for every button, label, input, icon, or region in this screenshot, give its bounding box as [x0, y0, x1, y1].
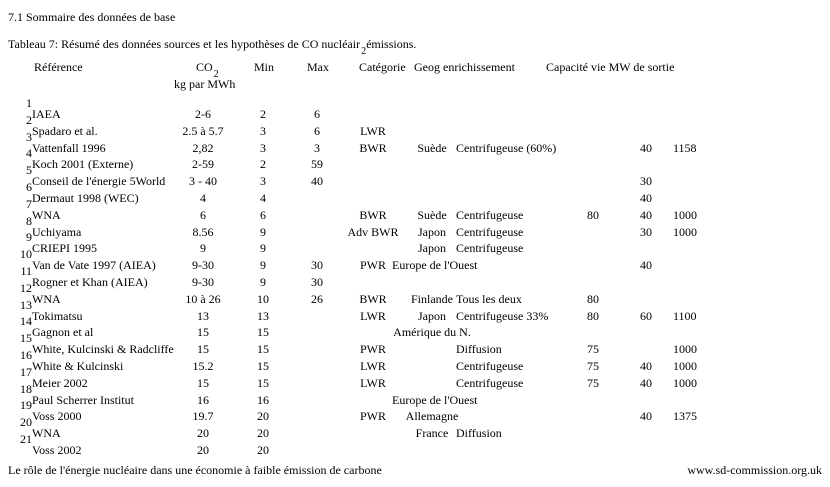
row-geog: Japon: [418, 241, 446, 256]
row-co2: 15: [197, 342, 209, 357]
row-min: 16: [257, 392, 269, 407]
row-geog: Amérique du N.: [393, 325, 471, 340]
row-reference: Van de Vate 1997 (AIEA): [32, 258, 156, 273]
row-min: 20: [257, 443, 269, 457]
row-co2: 3 - 40: [189, 174, 217, 189]
row-enrichissement: Centrifugeuse: [456, 207, 524, 222]
row-co2: 6: [200, 207, 206, 222]
caption-subscript: 2: [361, 46, 367, 57]
row-co2: 4: [200, 191, 206, 205]
row-mw: 1000: [673, 207, 697, 222]
row-reference: Voss 2002: [32, 443, 82, 457]
row-vie: 40: [640, 207, 652, 222]
row-categorie: PWR: [359, 409, 386, 424]
row-reference: Gagnon et al: [32, 325, 94, 340]
row-vie: 40: [640, 258, 652, 273]
row-number: 5: [26, 163, 32, 178]
row-number: 11: [20, 264, 32, 278]
row-reference: WNA: [32, 291, 61, 306]
row-min: 3: [260, 123, 266, 138]
row-vie: 40: [640, 409, 652, 424]
row-categorie: PWR: [359, 258, 386, 273]
caption-text-after: émissions.: [366, 37, 417, 51]
row-number: 4: [26, 146, 32, 161]
row-max: 3: [314, 140, 320, 155]
row-reference: Dermaut 1998 (WEC): [32, 191, 139, 205]
row-co2: 15: [197, 325, 209, 340]
row-categorie: LWR: [360, 359, 386, 373]
row-enrichissement: Diffusion: [456, 426, 502, 441]
table-row: [0, 127, 830, 155]
caption-text-before: Tableau 7: Résumé des données sources et les hypothèses de CO nucléair: [8, 37, 361, 51]
row-number: 16: [20, 348, 32, 362]
row-vie: 30: [640, 174, 652, 189]
row-vie: 40: [640, 375, 652, 390]
row-reference: White & Kulcinski: [32, 359, 124, 373]
row-number: 2: [26, 112, 32, 127]
row-min: 15: [257, 325, 269, 340]
header-capacite: Capacité vie MW de sortie: [546, 60, 675, 74]
row-co2: 2-59: [192, 157, 214, 172]
row-number: 6: [26, 180, 32, 194]
footer-title: Le rôle de l'énergie nucléaire dans une économie à faible émission de carbone: [8, 463, 382, 477]
row-min: 6: [260, 207, 266, 222]
row-geog: Europe de l'Ouest: [392, 258, 478, 273]
row-categorie: BWR: [359, 291, 387, 306]
row-min: 20: [257, 409, 269, 424]
row-co2: 20: [197, 426, 209, 441]
row-co2: 8.56: [192, 224, 214, 239]
row-min: 2: [260, 107, 266, 121]
row-number: 15: [20, 331, 32, 346]
table-row: [0, 177, 830, 205]
row-co2: 13: [197, 308, 209, 323]
row-number: 14: [20, 314, 32, 329]
row-reference: WNA: [32, 426, 61, 441]
row-min: 13: [257, 308, 269, 323]
row-categorie: BWR: [359, 140, 387, 155]
row-enrichissement: Centrifugeuse (60%): [456, 140, 557, 155]
header-co2-label: CO: [196, 60, 213, 74]
row-reference: WNA: [32, 207, 61, 222]
row-reference: Rogner et Khan (AIEA): [32, 275, 148, 289]
row-categorie: PWR: [359, 342, 386, 357]
row-min: 20: [257, 426, 269, 441]
row-reference: Voss 2000: [32, 409, 82, 424]
row-capacite: 75: [587, 342, 599, 357]
row-mw: 1000: [673, 375, 697, 390]
row-max: 6: [314, 123, 320, 138]
section-title: 7.1 Sommaire des données de base: [8, 10, 176, 24]
row-max: 26: [311, 291, 323, 306]
row-enrichissement: Centrifugeuse: [456, 359, 524, 373]
row-geog: Allemagne: [405, 409, 459, 424]
table-row: [0, 308, 830, 340]
row-number: 21: [20, 432, 32, 446]
row-min: 15: [257, 342, 269, 357]
row-reference: Paul Scherrer Institut: [32, 392, 134, 407]
row-min: 3: [260, 174, 266, 189]
table-row: [0, 429, 830, 457]
row-geog: Japon: [418, 224, 446, 239]
row-geog: Suède: [417, 207, 447, 222]
header-co2-units: kg par MWh: [174, 77, 236, 91]
table-row: [0, 194, 830, 222]
row-co2: 9-30: [192, 275, 214, 289]
row-reference: CRIEPI 1995: [32, 241, 98, 256]
row-number: 10: [20, 247, 32, 262]
table-row: [0, 160, 830, 189]
row-min: 2: [260, 157, 266, 172]
header-categorie: Catégorie: [359, 60, 406, 74]
row-categorie: LWR: [360, 375, 386, 390]
row-enrichissement: Centrifugeuse: [456, 375, 524, 390]
row-mw: 1000: [673, 359, 697, 373]
row-geog: Japon: [418, 308, 446, 323]
row-number: 9: [26, 230, 32, 245]
row-min: 4: [260, 191, 266, 205]
header-co2-subscript: 2: [213, 69, 219, 80]
row-co2: 20: [197, 443, 209, 457]
row-capacite: 75: [587, 359, 599, 373]
row-categorie: Adv BWR: [347, 224, 399, 239]
row-number: 13: [20, 297, 32, 312]
row-enrichissement: Centrifugeuse 33%: [456, 308, 549, 323]
header-geog-enrichissement: Geog enrichissement: [414, 60, 515, 74]
table-caption: [8, 37, 417, 57]
row-mw: 1375: [673, 409, 697, 424]
row-max: 30: [311, 258, 323, 273]
row-mw: 1000: [673, 224, 697, 239]
row-reference: White, Kulcinski & Radcliffe: [32, 342, 174, 357]
row-min: 9: [260, 224, 266, 239]
row-max: 6: [314, 107, 320, 121]
row-categorie: LWR: [360, 123, 386, 138]
row-number: 8: [26, 213, 32, 228]
row-reference: Uchiyama: [32, 224, 82, 239]
row-min: 9: [260, 241, 266, 256]
row-co2: 9: [200, 241, 206, 256]
row-reference: Meier 2002: [32, 375, 88, 390]
row-enrichissement: Centrifugeuse: [456, 241, 524, 256]
table-row: [0, 211, 830, 239]
row-co2: 15: [197, 375, 209, 390]
row-number: 19: [20, 398, 32, 413]
row-vie: 60: [640, 308, 652, 323]
row-mw: 1000: [673, 342, 697, 357]
row-vie: 40: [640, 359, 652, 373]
row-vie: 40: [640, 191, 652, 205]
table-row: [0, 140, 830, 172]
row-min: 9: [260, 275, 266, 289]
row-max: 59: [311, 157, 323, 172]
row-min: 15: [257, 359, 269, 373]
row-enrichissement: Tous les deux: [456, 291, 522, 306]
row-geog: Europe de l'Ouest: [392, 392, 478, 407]
row-co2: 2.5 à 5.7: [182, 123, 224, 138]
row-co2: 10 à 26: [185, 291, 221, 306]
row-enrichissement: Centrifugeuse: [456, 224, 524, 239]
row-reference: IAEA: [32, 107, 61, 121]
row-categorie: LWR: [360, 308, 386, 323]
row-vie: 30: [640, 224, 652, 239]
row-co2: 15.2: [192, 359, 214, 373]
row-co2: 9-30: [192, 258, 214, 273]
header-min: Min: [254, 60, 275, 74]
row-min: 3: [260, 140, 266, 155]
row-vie: 40: [640, 140, 652, 155]
row-max: 40: [311, 174, 323, 189]
row-reference: Tokimatsu: [32, 308, 83, 323]
footer-url: www.sd-commission.org.uk: [687, 463, 822, 477]
table-row: [0, 110, 830, 138]
row-co2: 2,82: [192, 140, 214, 155]
row-co2: 16: [197, 392, 209, 407]
row-number: 7: [26, 196, 32, 211]
row-capacite: 80: [587, 291, 599, 306]
row-max: 30: [311, 275, 323, 289]
row-min: 9: [260, 258, 266, 273]
row-categorie: BWR: [359, 207, 387, 222]
row-co2: 19.7: [192, 409, 214, 424]
header-reference: Référence: [34, 60, 83, 74]
row-reference: Vattenfall 1996: [32, 140, 106, 155]
row-co2: 2-6: [195, 107, 211, 121]
row-enrichissement: Diffusion: [456, 342, 502, 357]
row-number: 12: [20, 280, 32, 295]
row-reference: Koch 2001 (Externe): [32, 157, 134, 172]
row-reference: Spadaro et al.: [32, 123, 98, 138]
row-number: 3: [26, 129, 32, 144]
table-row: [0, 93, 830, 121]
row-capacite: 80: [587, 308, 599, 323]
row-number: 18: [20, 381, 32, 396]
row-mw: 1158: [673, 140, 697, 155]
row-geog: Suède: [417, 140, 447, 155]
row-capacite: 80: [587, 207, 599, 222]
row-number: 1: [26, 96, 32, 110]
row-geog: Finlande: [411, 291, 453, 306]
table-row: [0, 392, 830, 424]
header-max: Max: [307, 60, 329, 74]
row-reference: Conseil de l'énergie 5World: [32, 174, 166, 189]
row-mw: 1100: [673, 308, 697, 323]
row-geog: France: [415, 426, 449, 441]
row-min: 15: [257, 375, 269, 390]
header-co2: [196, 60, 219, 80]
row-capacite: 75: [587, 375, 599, 390]
row-min: 10: [257, 291, 269, 306]
row-number: 20: [20, 415, 32, 430]
row-number: 17: [20, 364, 32, 379]
